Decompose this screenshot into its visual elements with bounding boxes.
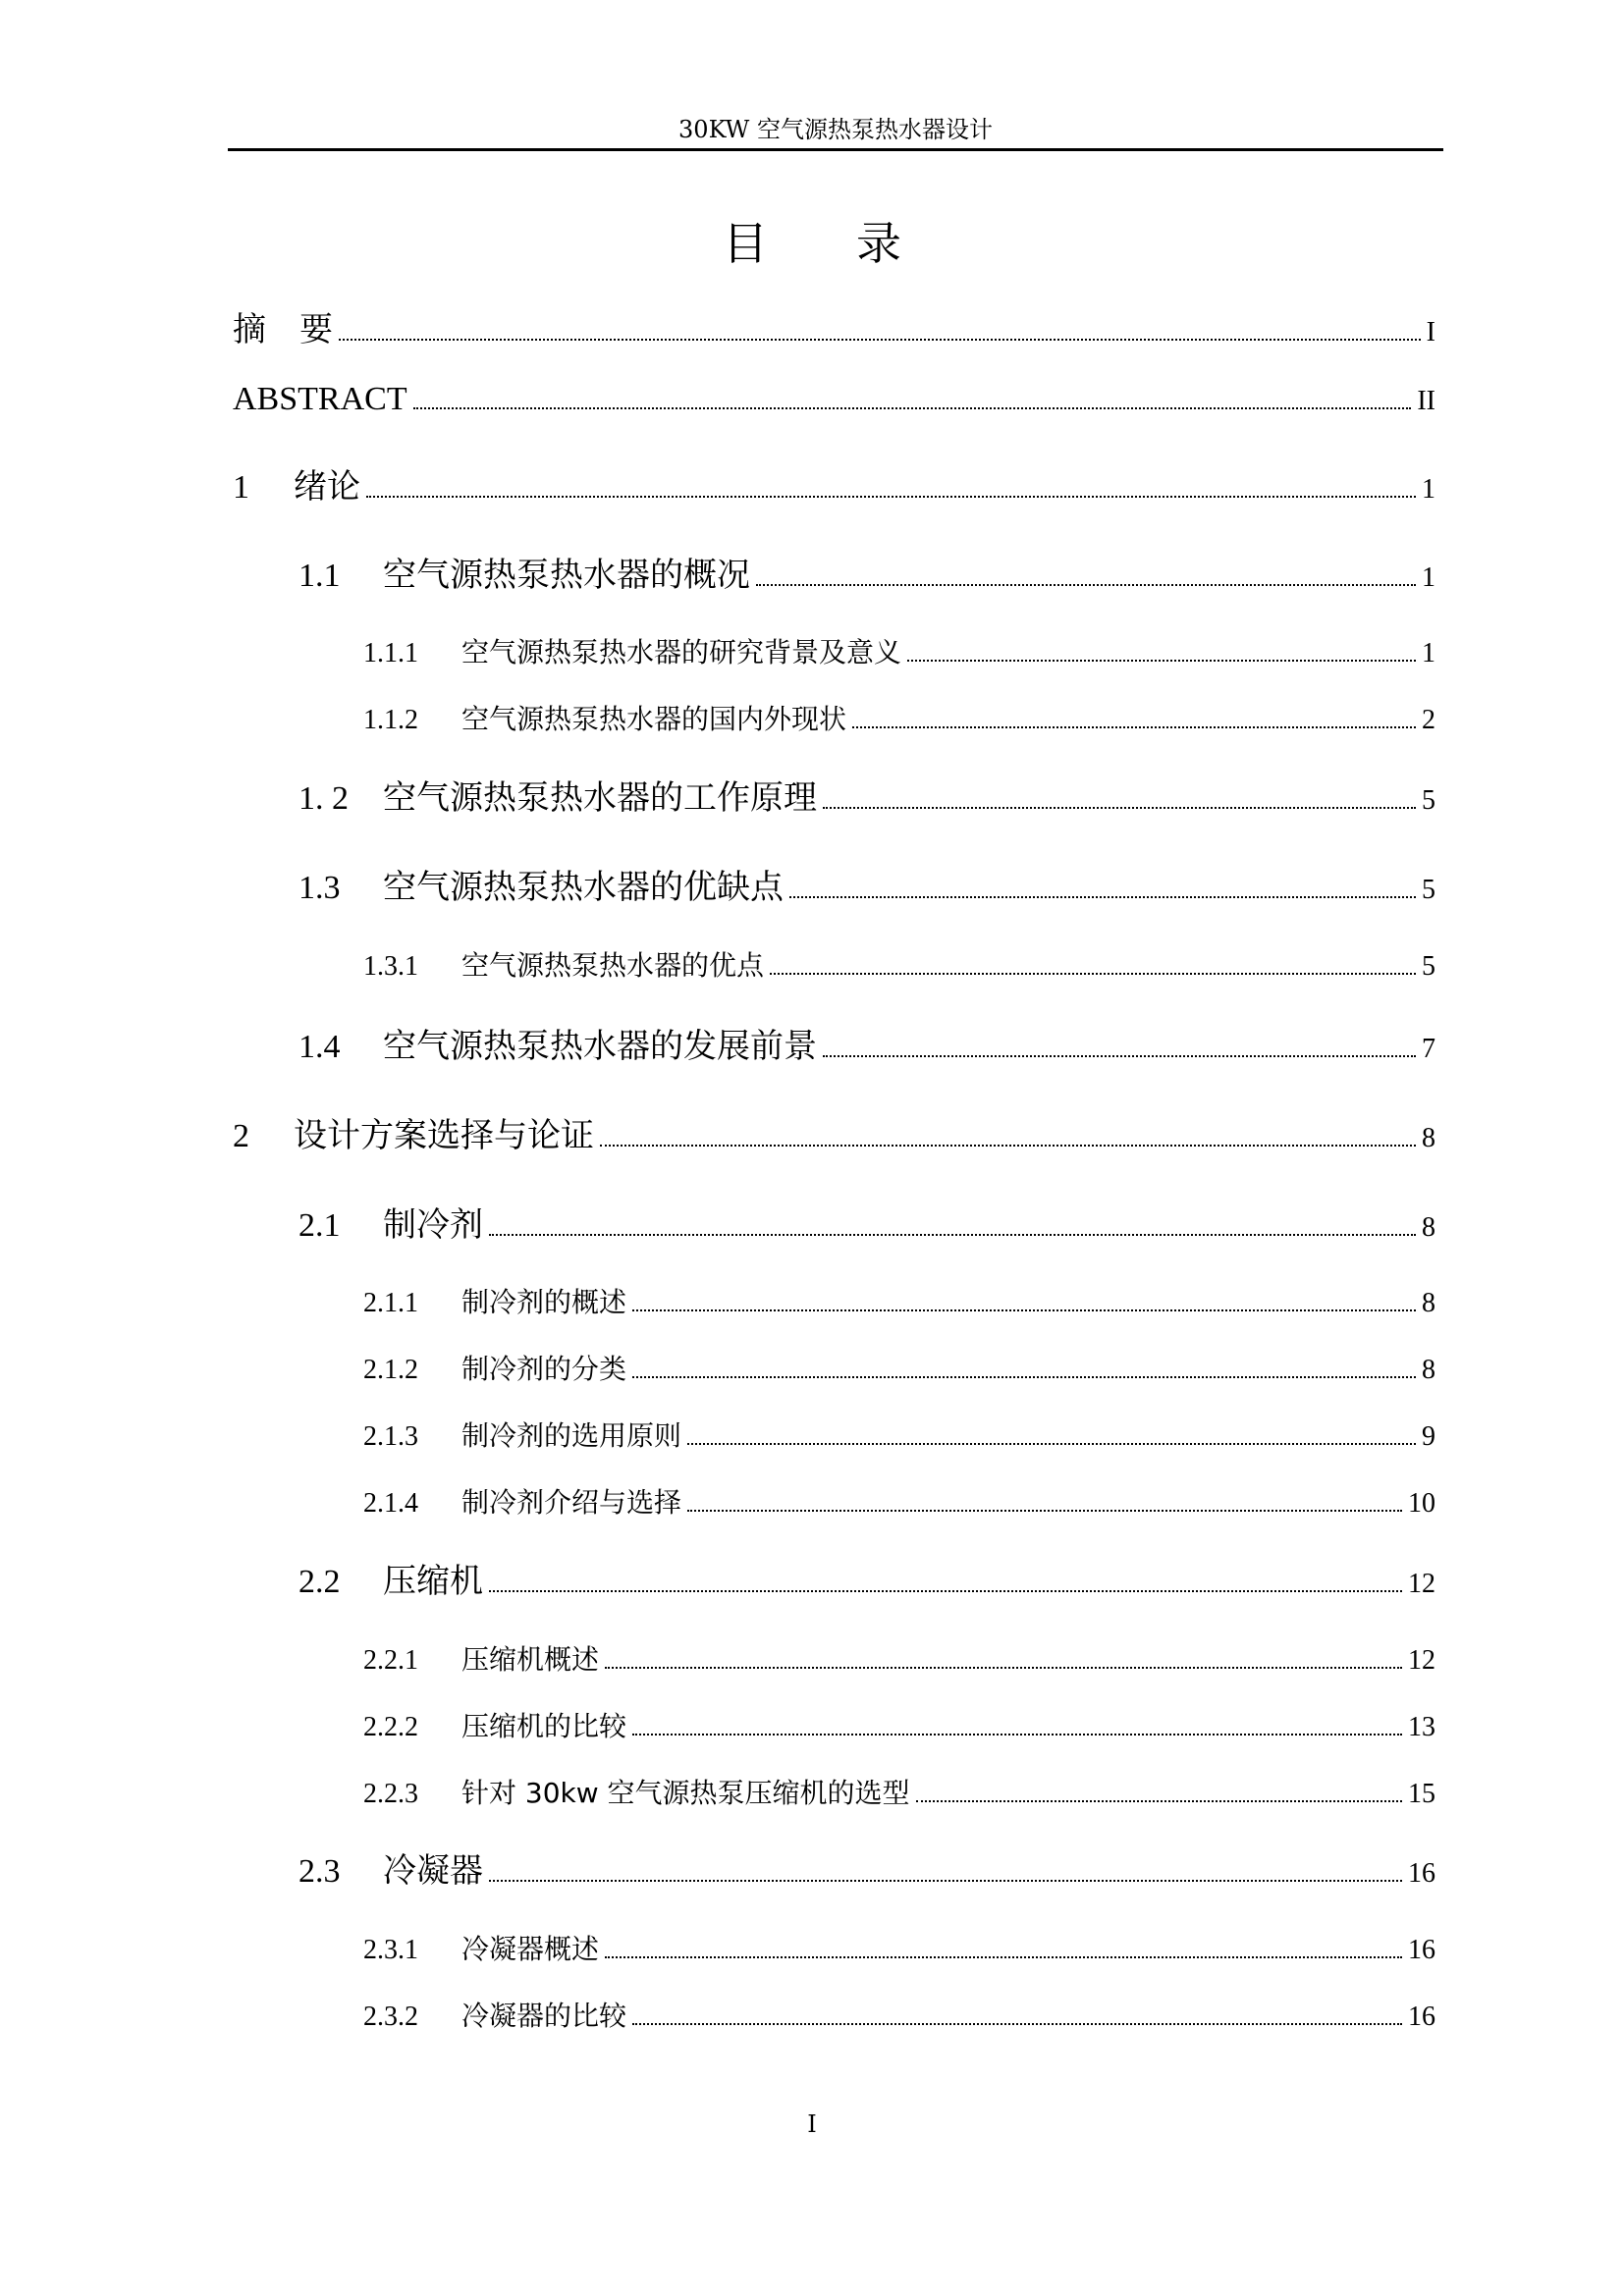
toc-entry-number: 1.1: [298, 558, 341, 594]
toc-entry-2[interactable]: [233, 1108, 1435, 1156]
toc-entry-number: 1.4: [298, 1029, 341, 1065]
toc-entry-number: 1. 2: [298, 780, 349, 817]
toc-entry-text: 冷凝器概述: [461, 1933, 600, 1965]
toc-entry-2-2-1[interactable]: [363, 1638, 1435, 1678]
toc-entry-text: 空气源热泵热水器的国内外现状: [461, 703, 847, 735]
toc-leader: [823, 1055, 1416, 1057]
toc-entry-number: 2.3.2: [363, 2002, 418, 2032]
toc-entry-page: 13: [1408, 1712, 1435, 1742]
toc-leader: [687, 1510, 1402, 1512]
toc-leader: [770, 973, 1416, 975]
toc-entry-page: 8: [1422, 1288, 1435, 1318]
toc-leader: [366, 496, 1416, 498]
toc-entry-1-1-2[interactable]: [363, 698, 1435, 737]
toc-entry-text: 空气源热泵热水器的工作原理: [383, 778, 817, 818]
toc-entry-number: 2.3.1: [363, 1935, 418, 1965]
toc-entry-page: I: [1426, 317, 1435, 347]
toc-entry-1-1[interactable]: [298, 548, 1435, 596]
toc-entry-number: 2.2.3: [363, 1779, 418, 1809]
header-rule: [228, 148, 1443, 151]
toc-leader: [632, 1309, 1416, 1311]
toc-entry-text: 制冷剂介绍与选择: [461, 1486, 682, 1519]
toc-entry-1-2[interactable]: [298, 771, 1435, 819]
toc-entry-page: 1: [1422, 562, 1435, 593]
toc-entry-page: 1: [1422, 638, 1435, 668]
toc-entry-text: 冷凝器: [383, 1851, 483, 1891]
running-header: 30KW 空气源热泵热水器设计: [678, 116, 993, 143]
toc-leader: [632, 2023, 1402, 2025]
toc-leader: [789, 896, 1416, 898]
toc-entry-number: 1.3: [298, 870, 341, 906]
toc-leader: [605, 1956, 1402, 1958]
toc-entry-number: 1.3.1: [363, 951, 418, 982]
toc-entry-page: 5: [1422, 785, 1435, 816]
toc-leader: [605, 1667, 1402, 1669]
toc-entry-page: 8: [1422, 1212, 1435, 1243]
toc-entry-text: 空气源热泵热水器的发展前景: [383, 1027, 817, 1066]
toc-entry-number: 2.2: [298, 1564, 341, 1600]
toc-entry-2-2-2[interactable]: [363, 1705, 1435, 1744]
toc-entry-text: 摘 要: [233, 310, 333, 349]
toc-entry-text: 制冷剂的分类: [461, 1353, 627, 1385]
toc-entry-1-3-1[interactable]: [363, 944, 1435, 984]
toc-entry-text: 压缩机的比较: [461, 1710, 627, 1742]
toc-entry-number: 2: [233, 1118, 249, 1154]
toc-entry-number: 1: [233, 469, 249, 506]
toc-entry-page: 2: [1422, 705, 1435, 735]
toc-leader: [413, 407, 1412, 409]
toc-leader: [339, 339, 1421, 341]
toc-entry-abstract-en[interactable]: [233, 381, 1435, 418]
toc-entry-page: 8: [1422, 1355, 1435, 1385]
toc-entry-2-3[interactable]: [298, 1843, 1435, 1892]
toc-leader: [687, 1443, 1416, 1445]
toc-entry-page: 9: [1422, 1421, 1435, 1452]
toc-entry-2-2-3[interactable]: [363, 1772, 1435, 1811]
toc-entry-page: 7: [1422, 1034, 1435, 1064]
toc-entry-text: 制冷剂: [383, 1205, 483, 1245]
toc-leader: [632, 1734, 1402, 1735]
toc-entry-text: ABSTRACT: [233, 381, 407, 417]
toc-leader: [632, 1376, 1416, 1378]
toc-entry-number: 2.2.1: [363, 1645, 418, 1676]
toc-entry-text: 压缩机概述: [461, 1643, 600, 1676]
toc-entry-text: 空气源热泵热水器的优点: [461, 949, 765, 982]
toc-entry-text: 制冷剂的概述: [461, 1286, 627, 1318]
toc-entry-number: 1.1.2: [363, 705, 418, 735]
toc-entry-1-4[interactable]: [298, 1019, 1435, 1067]
toc-entry-page: 15: [1408, 1779, 1435, 1809]
page-number: I: [807, 2110, 817, 2138]
toc-entry-1-3[interactable]: [298, 860, 1435, 908]
toc-entry-2-1-1[interactable]: [363, 1281, 1435, 1320]
toc-entry-page: 12: [1408, 1645, 1435, 1676]
toc-entry-2-2[interactable]: [298, 1554, 1435, 1602]
toc-entry-page: 16: [1408, 1935, 1435, 1965]
toc-entry-page: 16: [1408, 2002, 1435, 2032]
toc-entry-1[interactable]: [233, 459, 1435, 507]
toc-entry-2-3-2[interactable]: [363, 1995, 1435, 2034]
toc-entry-2-3-1[interactable]: [363, 1928, 1435, 1967]
toc-entry-text: 冷凝器的比较: [461, 2000, 627, 2032]
toc-entry-number: 2.1.2: [363, 1355, 418, 1385]
toc-entry-number: 2.1.3: [363, 1421, 418, 1452]
toc-entry-text: 绪论: [294, 467, 360, 507]
toc-entry-2-1-2[interactable]: [363, 1348, 1435, 1387]
toc-leader: [916, 1800, 1402, 1802]
toc-entry-page: 16: [1408, 1858, 1435, 1889]
toc-entry-number: 2.1.4: [363, 1488, 418, 1519]
toc-leader: [756, 584, 1416, 586]
toc-entry-number: 1.1.1: [363, 638, 418, 668]
toc-leader: [852, 726, 1416, 728]
toc-entry-text: 压缩机: [383, 1562, 483, 1601]
toc-entry-page: 10: [1408, 1488, 1435, 1519]
toc-entry-number: 2.1.1: [363, 1288, 418, 1318]
toc-leader: [489, 1234, 1416, 1236]
toc-entry-2-1[interactable]: [298, 1198, 1435, 1246]
toc-entry-number: 2.2.2: [363, 1712, 418, 1742]
toc-title: 目录: [723, 217, 990, 270]
toc-entry-text: 空气源热泵热水器的研究背景及意义: [461, 636, 902, 668]
toc-leader: [907, 660, 1416, 662]
toc-leader: [489, 1590, 1402, 1592]
toc-leader: [489, 1880, 1402, 1882]
toc-entry-number: 2.1: [298, 1207, 341, 1244]
toc-leader: [600, 1145, 1416, 1147]
toc-entry-text: 制冷剂的选用原则: [461, 1419, 682, 1452]
toc-entry-text: 设计方案选择与论证: [294, 1116, 594, 1155]
toc-entry-2-1-4[interactable]: [363, 1481, 1435, 1521]
toc-entry-text: 针对 30kw 空气源热泵压缩机的选型: [461, 1777, 910, 1809]
toc-entry-page: 1: [1422, 474, 1435, 505]
toc-leader: [823, 807, 1416, 809]
toc-entry-page: 5: [1422, 951, 1435, 982]
toc-entry-1-1-1[interactable]: [363, 631, 1435, 670]
toc-entry-text: 空气源热泵热水器的概况: [383, 556, 750, 595]
toc-entry-text: 空气源热泵热水器的优缺点: [383, 868, 784, 907]
toc-entry-abstract-cn[interactable]: [233, 302, 1435, 350]
toc-entry-page: 5: [1422, 875, 1435, 905]
toc-entry-2-1-3[interactable]: [363, 1415, 1435, 1454]
toc-entry-page: 12: [1408, 1569, 1435, 1599]
toc-entry-page: II: [1417, 386, 1435, 416]
toc-entry-number: 2.3: [298, 1853, 341, 1890]
toc-entry-page: 8: [1422, 1123, 1435, 1153]
